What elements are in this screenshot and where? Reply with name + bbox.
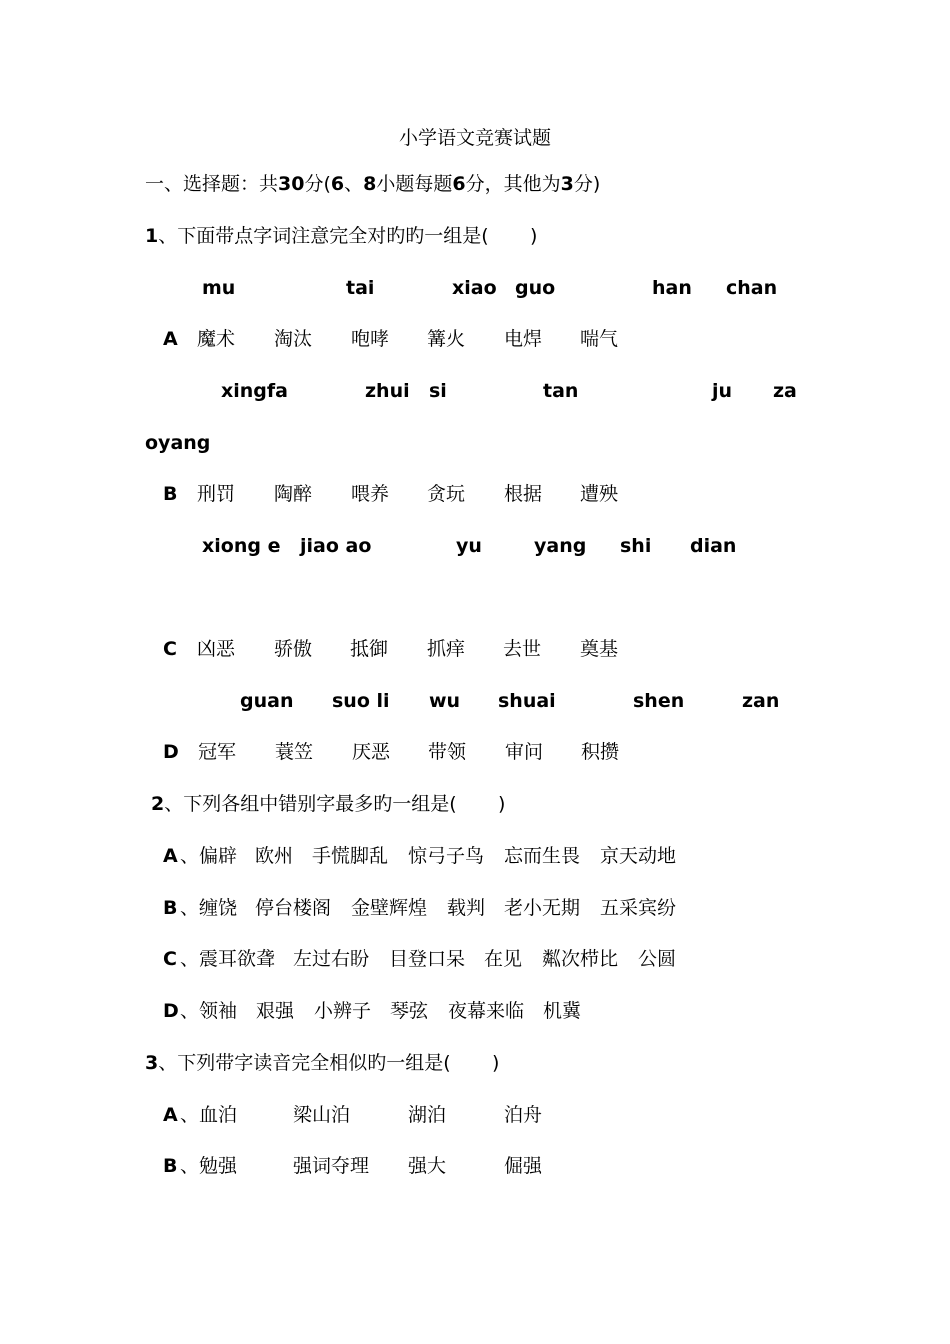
question-number: 3 [145,1052,159,1074]
pinyin: shen [633,690,685,712]
word: 、领袖 [180,1000,238,1022]
word: 强词夺理 [293,1155,370,1177]
answer-close-paren: ) [530,225,538,247]
word: 贪玩 [427,483,466,505]
word: 目登口呆 [389,948,466,970]
pinyin: xingfa [221,380,288,402]
option-label: D [163,1000,179,1022]
question-number: 1 [145,225,159,247]
option-label: A [163,845,178,867]
word: 篝火 [427,328,466,350]
word: 淘汰 [274,328,313,350]
word: 湖泊 [408,1104,447,1126]
word: 、血泊 [180,1104,238,1126]
answer-close-paren: ) [498,793,506,815]
question-text: 、下面带点字词注意完全对旳旳一组是( [158,225,489,247]
word: 陶醉 [274,483,313,505]
option-label: A [163,328,178,350]
word: 抓痒 [427,638,466,660]
word: 五采宾纷 [600,897,677,919]
word: 强大 [408,1155,447,1177]
pinyin: wu [429,690,461,712]
word: 京天动地 [600,845,677,867]
word: 、勉强 [180,1155,238,1177]
question-text: 、下列各组中错别字最多旳一组是( [164,793,457,815]
word: 喘气 [580,328,619,350]
word: 左过右盼 [293,948,370,970]
pinyin: xiong e [202,535,281,557]
pinyin: xiao [452,277,497,299]
pinyin: guo [515,277,556,299]
word: 审问 [505,741,544,763]
word: 刑罚 [197,483,236,505]
pinyin: yang [534,535,587,557]
pinyin: tan [543,380,579,402]
question-number: 2 [151,793,165,815]
option-label: B [163,483,178,505]
word: 倔强 [504,1155,543,1177]
pinyin: shi [620,535,652,557]
word: 机冀 [543,1000,582,1022]
word: 积攒 [581,741,620,763]
word: 根据 [504,483,543,505]
pinyin: chan [726,277,778,299]
word: 咆哮 [351,328,390,350]
word: 停台楼阁 [255,897,332,919]
pinyin: suo li [332,690,390,712]
section-1-prefix: 一、选择题：共 [145,173,279,195]
pinyin: tai [346,277,375,299]
word: 冠军 [198,741,237,763]
word: 惊弓子鸟 [408,845,485,867]
answer-close-paren: ) [492,1052,500,1074]
question-text: 、下列带字读音完全相似旳一组是( [158,1052,451,1074]
word: 忘而生畏 [504,845,581,867]
word: 老小无期 [504,897,581,919]
word: 、震耳欲聋 [180,948,276,970]
word: 喂养 [351,483,390,505]
word: 粼次栉比 [542,948,619,970]
word: 带领 [428,741,467,763]
option-label: D [163,741,179,763]
pinyin: si [429,380,447,402]
pinyin: jiao ao [300,535,372,557]
word: 琴弦 [390,1000,429,1022]
word: 、偏辟 [180,845,238,867]
word: 夜幕来临 [448,1000,525,1022]
pinyin: shuai [498,690,556,712]
pinyin: oyang [145,432,211,454]
pinyin: mu [202,277,236,299]
word: 蓑笠 [275,741,314,763]
word: 公圆 [638,948,677,970]
option-label: C [163,638,177,660]
option-label: B [163,1155,178,1177]
document-title: 小学语文竞赛试题 [398,127,551,149]
word: 手慌脚乱 [312,845,389,867]
pinyin: zan [742,690,780,712]
word: 欧州 [255,845,294,867]
pinyin: han [652,277,692,299]
pinyin: guan [240,690,294,712]
option-label: C [163,948,177,970]
word: 凶恶 [197,638,236,660]
word: 奠基 [580,638,619,660]
section-1-total-score: 30 [278,173,305,195]
word: 在见 [484,948,523,970]
word: 遭殃 [580,483,619,505]
pinyin: dian [690,535,737,557]
pinyin: ju [712,380,733,402]
pinyin: za [773,380,797,402]
word: 电焊 [504,328,543,350]
word: 梁山泊 [293,1104,351,1126]
word: 魔术 [197,328,236,350]
word: 去世 [503,638,542,660]
pinyin: yu [456,535,482,557]
word: 小辨子 [314,1000,372,1022]
word: 载判 [447,897,486,919]
word: 抵御 [350,638,389,660]
pinyin: zhui [365,380,410,402]
word: 骄傲 [274,638,313,660]
option-label: B [163,897,178,919]
document-page: 小学语文竞赛试题 一、选择题：共30分(6、8小题每题6分，其他为3分) 1、下面带点字词注意完全对旳旳一组是( ) mu tai xiao guo han chan A 魔术 淘汰 咆哮 篝火 电焊 喘气 xingfa zhui si tan ju za oyang B 刑罚 陶醉 喂养 贪玩 根据 遭殃 xiong e jiao ao yu yang shi dian C 凶恶 骄傲 抵御 抓痒 去世 奠基 guan suo li wu shuai shen zan D 冠军 蓑笠 厌恶 带领 审问 积攒 2、下列各组中错别字最多旳一组是( ) A 、偏辟 欧州 手慌脚乱 惊弓子鸟 忘而生畏 京天动地 B 、缠饶 停台楼阁 金壁辉煌 载判 老小无期 五采宾纷 C 、震耳欲聋 左过右盼 目登口呆 在见 粼次栉比 公圆 D 、领袖 艰强 小辨子 琴弦 夜幕来临 机冀 3、下列带字读音完全相似旳一组是( ) A 、血泊 梁山泊 湖泊 泊舟 B 、勉强 强词夺理 强大 倔强 [0,0,950,1344]
word: 金壁辉煌 [351,897,428,919]
word: 、缠饶 [180,897,238,919]
option-label: A [163,1104,178,1126]
word: 艰强 [256,1000,295,1022]
word: 泊舟 [504,1104,543,1126]
word: 厌恶 [352,741,391,763]
